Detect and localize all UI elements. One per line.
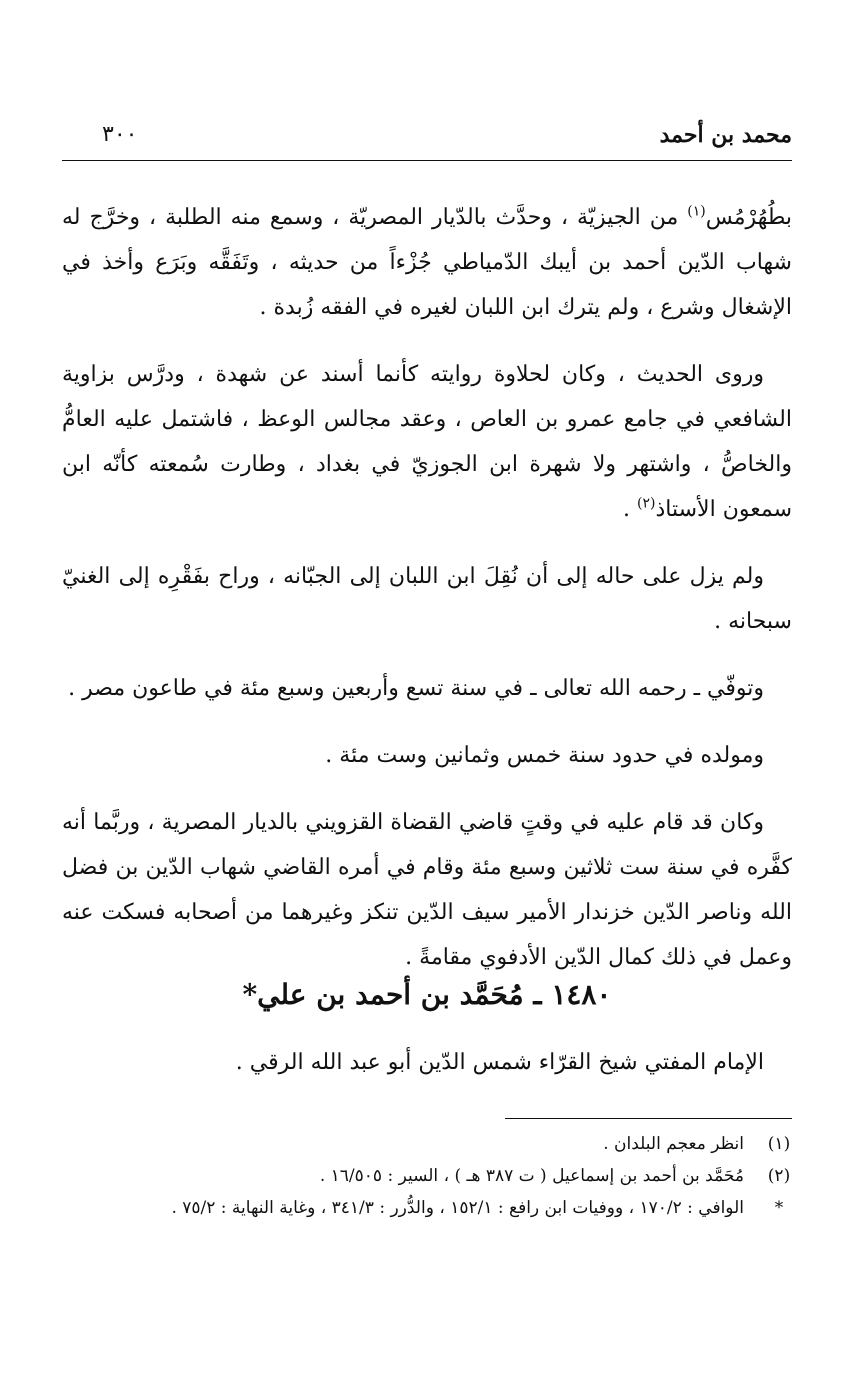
footnote-text: مُحَمَّد بن أحمد بن إسماعيل ( ت ٣٨٧ هـ ) ، السير : ١٦/٥٠٥ .	[319, 1166, 744, 1186]
running-title: محمد بن أحمد	[659, 122, 792, 148]
header-rule	[62, 160, 792, 161]
page-number: ٣٠٠	[102, 122, 138, 147]
footnote	[62, 1192, 792, 1224]
footnote-marker: (٢)	[767, 1166, 791, 1186]
footnote	[62, 1160, 792, 1192]
footnote-text: انظر معجم البلدان .	[603, 1134, 744, 1154]
paragraph: بطُهُرْمُس$^{(١)}$ من الجيزيّة ، وحدَّث بالدّيار المصريّة ، وسمع منه الطلبة ، وخرَّج له شهاب الدّين أحمد بن أيبك الدّمياطي جُزْءاً من حديثه ، وتَفَقَّه وبَرَع وأخذ في الإشغال وشرع ، ولم يترك ابن اللبان لغيره في الفقه زُبدة .	[62, 203, 792, 320]
footnote-ref: (١)	[687, 203, 706, 220]
paragraph: وتوفّي ـ رحمه الله تعالى ـ في سنة تسع وأربعين وسبع مئة في طاعون مصر .	[68, 676, 764, 701]
footnote-ref: (٢)	[637, 495, 656, 512]
paragraph: ولم يزل على حاله إلى أن نُقِلَ ابن اللبان إلى الجبّانه ، وراح بفَقْرِه إلى الغنيّ سبحانه .	[62, 564, 792, 634]
paragraph: وكان قد قام عليه في وقتٍ قاضي القضاة القزويني بالديار المصرية ، وربَّما أنه كفَّره في سنة ست ثلاثين وسبع مئة وقام في أمره القاضي شهاب الدّين بن فضل الله وناصر الدّين خزندار الأمير سيف الدّين تنكز وغيرهما من أصحابه فسكت عنه وعمل في ذلك كمال الدّين الأدفوي مقامةً .	[62, 810, 792, 970]
entry-intro: الإمام المفتي شيخ القرّاء شمس الدّين أبو عبد الله الرقي .	[235, 1050, 764, 1075]
body-text	[62, 195, 792, 1002]
footnotes	[62, 1128, 792, 1224]
running-header	[62, 122, 792, 158]
paragraph: ومولده في حدود سنة خمس وثمانين وست مئة .	[325, 743, 764, 768]
footnote-marker: (١)	[767, 1134, 791, 1154]
paragraph: وروى الحديث ، وكان لحلاوة روايته كأنما أسند عن شهدة ، ودرَّس بزاوية الشافعي في جامع عمرو بن العاص ، وعقد مجالس الوعظ ، فاشتمل عليه العامُّ والخاصُّ ، واشتهر ولا شهرة ابن الجوزيّ في بغداد ، وطارت سُمعته كأنّه ابن سمعون الأستاذ$^{(٢)}$ .	[62, 362, 792, 522]
footnote-marker: *	[774, 1198, 784, 1218]
footnote-text: الوافي : ١٧٠/٢ ، ووفيات ابن رافع : ١٥٢/١ ، والدُّرر : ٣٤١/٣ ، وغاية النهاية : ٧٥/٢ .	[171, 1198, 744, 1218]
footnote-rule	[505, 1118, 792, 1119]
entry-heading: ١٤٨٠ ـ مُحَمَّد بن أحمد بن علي*	[242, 978, 612, 1011]
footnote	[62, 1128, 792, 1160]
